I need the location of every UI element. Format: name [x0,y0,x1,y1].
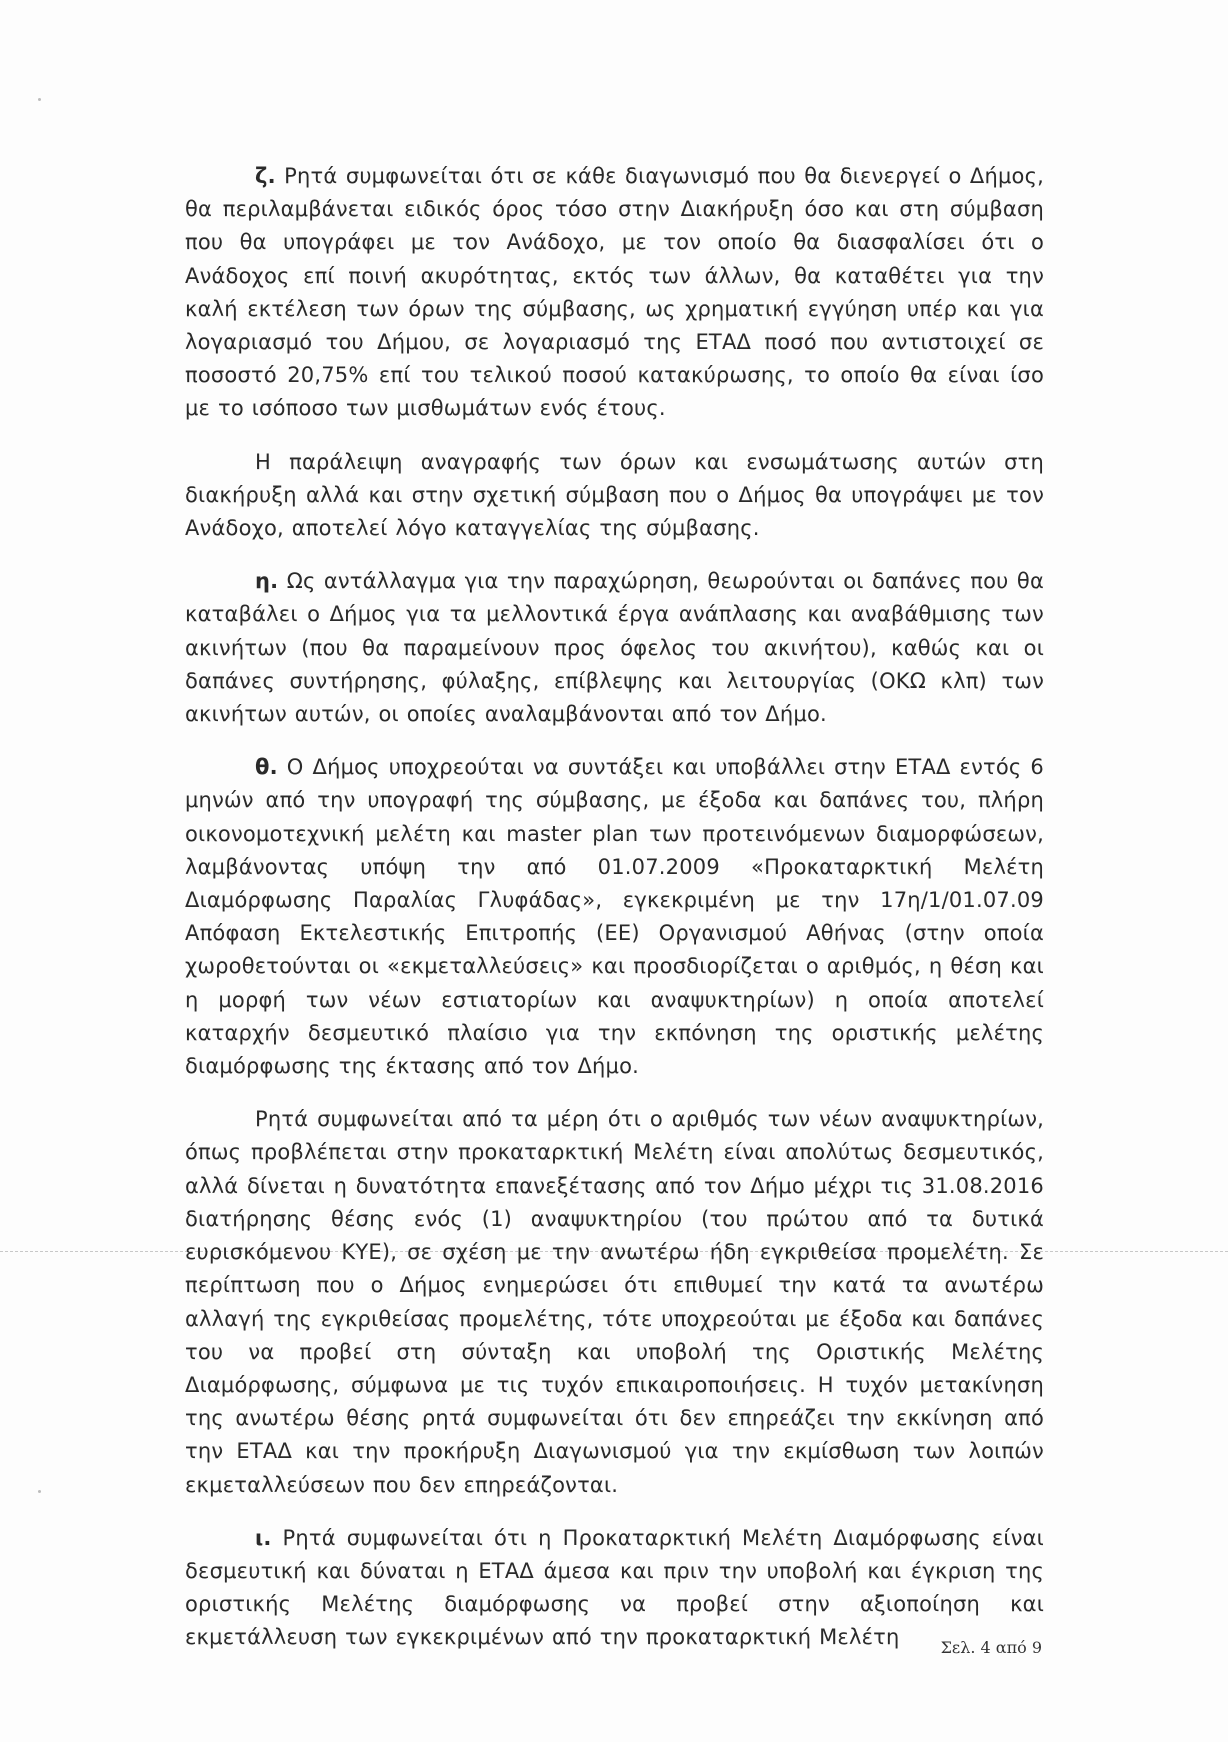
paragraph-marker-eta: η. [255,569,279,594]
paragraph-agreement [185,1103,1044,1501]
scan-speck [38,1490,41,1493]
paragraph-text: Ρητά συμφωνείται ότι σε κάθε διαγωνισμό που θα διενεργεί ο Δήμος, θα περιλαμβάνεται ειδικός όρος τόσο στην Διακήρυξη όσο και στη σύμβαση που θα υπογράφει με τον Ανάδοχο, με τον οποίο θα διασφαλίσει ότι ο Ανάδοχος επί ποινή ακυρότητας, εκτός των άλλων, θα καταθέτει για την καλή εκτέλεση των όρων της σύμβασης, ως χρηματική εγγύηση υπέρ και για λογαριασμό του Δήμου, σε λογαριασμό της ΕΤΑΔ ποσό που αντιστοιχεί σε ποσοστό 20,75% επί του τελικού ποσού κατακύρωσης, το οποίο θα είναι ίσο με το ισόποσο των μισθωμάτων ενός έτους. [185,164,1044,421]
scan-speck [38,98,41,101]
paragraph-marker-theta: θ. [255,755,278,780]
paragraph-text: Ρητά συμφωνείται ότι η Προκαταρκτική Μελέτη Διαμόρφωσης είναι δεσμευτική και δύναται η ΕΤΑΔ άμεσα και πριν την υποβολή και έγκριση της οριστικής Μελέτης διαμόρφωσης να προβεί στην αξιοποίηση και εκμετάλλευση των εγκεκριμένων από την προκαταρκτική Μελέτη [185,1525,1044,1650]
paragraph-text: Ρητά συμφωνείται από τα μέρη ότι ο αριθμός των νέων αναψυκτηρίων, όπως προβλέπεται στην προκαταρκτική Μελέτη είναι απολύτως δεσμευτικός, αλλά δίνεται η δυνατότητα επανεξέτασης από τον Δήμο μέχρι τις 31.08.2016 διατήρησης θέσης ενός (1) αναψυκτηρίου (του πρώτου από τα δυτικά ευρισκόμενου ΚΥΕ), σε σχέση με την ανωτέρω ήδη εγκριθείσα προμελέτη. Σε περίπτωση που ο Δήμος ενημερώσει ότι επιθυμεί την κατά τα ανωτέρω αλλαγή της εγκριθείσας προμελέτης, τότε υποχρεούται με έξοδα και δαπάνες του να προβεί στη σύνταξη και υποβολή της Οριστικής Μελέτης Διαμόρφωσης, σύμφωνα με τις τυχόν επικαιροποιήσεις. Η τυχόν μετακίνηση της ανωτέρω θέσης ρητά συμφωνείται ότι δεν επηρεάζει την εκκίνηση από την ΕΤΑΔ και την προκήρυξη Διαγωνισμού για την εκμίσθωση των λοιπών εκμεταλλεύσεων που δεν επηρεάζονται. [185,1107,1044,1497]
paragraph-marker-zeta: ζ. [255,164,276,188]
paragraph-text: Ως αντάλλαγμα για την παραχώρηση, θεωρούνται οι δαπάνες που θα καταβάλει ο Δήμος για τα μελλοντικά έργα ανάπλασης και αναβάθμισης των ακινήτων (που θα παραμείνουν προς όφελος του ακινήτου), καθώς και οι δαπάνες συντήρησης, φύλαξης, επίβλεψης και λειτουργίας (ΟΚΩ κλπ) των ακινήτων αυτών, οι οποίες αναλαμβάνονται από τον Δήμο. [185,569,1044,727]
paragraph-zeta [185,160,1044,426]
paragraph-iota [185,1522,1044,1655]
paragraph-text: Ο Δήμος υποχρεούται να συντάξει και υποβάλλει στην ΕΤΑΔ εντός 6 μηνών από την υπογραφή της σύμβασης, με έξοδα και δαπάνες του, πλήρη οικονομοτεχνική μελέτη και master plan των προτεινόμενων διαμορφώσεων, λαμβάνοντας υπόψη την από 01.07.2009 «Προκαταρκτική Μελέτη Διαμόρφωσης Παραλίας Γλυφάδας», εγκεκριμένη με την 17η/1/01.07.09 Απόφαση Εκτελεστικής Επιτροπής (ΕΕ) Οργανισμού Αθήνας (στην οποία χωροθετούνται οι «εκμεταλλεύσεις» και προσδιορίζεται ο αριθμός, η θέση και η μορφή των νέων εστιατορίων και αναψυκτηρίων) η οποία αποτελεί καταρχήν δεσμευτικό πλαίσιο για την εκπόνηση της οριστικής μελέτης διαμόρφωσης της έκτασης από τον Δήμο. [185,755,1044,1079]
document-body [185,160,1044,1655]
paragraph-omission [185,446,1044,546]
paragraph-theta [185,751,1044,1083]
paragraph-text: Η παράλειψη αναγραφής των όρων και ενσωμάτωσης αυτών στη διακήρυξη αλλά και στην σχετική σύμβαση που ο Δήμος θα υπογράψει με τον Ανάδοχο, αποτελεί λόγο καταγγελίας της σύμβασης. [185,449,1044,541]
paragraph-marker-iota: ι. [255,1525,272,1550]
page-number: Σελ. 4 από 9 [940,1638,1042,1657]
paragraph-eta [185,565,1044,731]
